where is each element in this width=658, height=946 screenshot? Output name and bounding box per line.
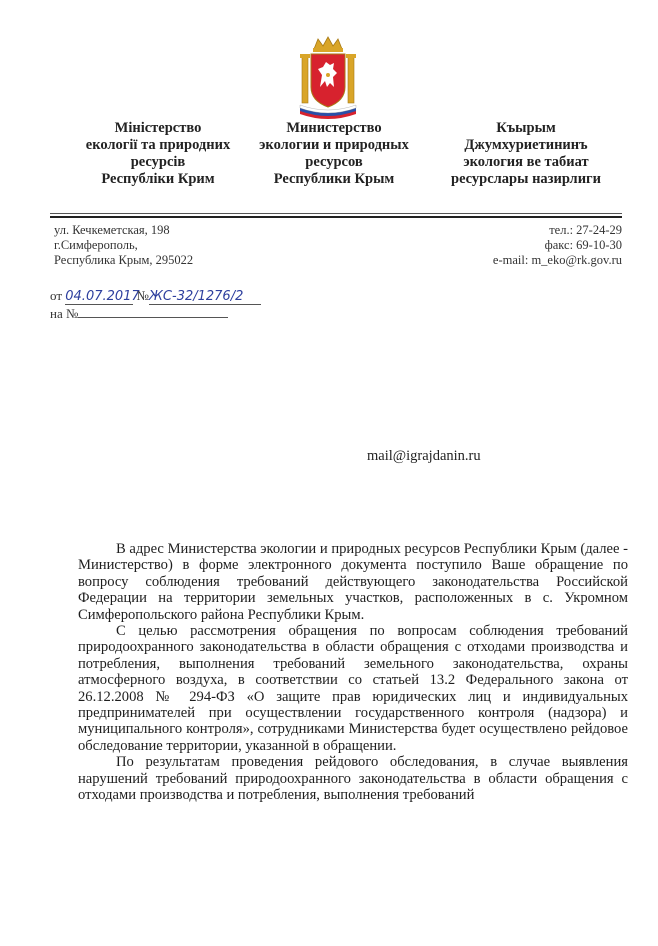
ministry-ua-line: екології та природних [85,137,231,153]
body-paragraph: С целью рассмотрения обращения по вопросам соблюдения требований природоохранного законодательства в области обращения с отходами производства и потребления, выполнения требований земельного законодательства, охраны атмосферного воздуха, в соответствии со статьей 13.2 Федерального закона от 26.12.2008 № 294-ФЗ «О защите прав юридических лиц и индивидуальных предпринимателей при осуществлении государственного контроля (надзора) и муниципального контроля», сотрудниками Министерства будет осуществлено рейдовое обследование территории, указанной в обращении. [78,623,628,754]
letter-body [78,541,628,804]
address-line: г.Симферополь, [54,238,138,252]
ministry-crh-line: Къырым [496,120,556,136]
from-label: от [50,288,63,303]
ministry-ua-line: ресурсів [130,154,186,170]
postal-address [54,223,193,268]
ministry-ru-line: экологии и природных [259,137,409,153]
coat-of-arms-emblem [296,35,360,121]
number-label: № [136,288,149,303]
ministry-crh-line: экология ве табиат [463,154,589,170]
ministry-ru-line: Министерство [286,120,382,136]
fax-line: факс: 69-10-30 [544,238,622,252]
header-divider-thin [50,213,622,214]
ministry-ua-line: Міністерство [114,120,202,136]
body-paragraph: В адрес Министерства экологии и природных ресурсов Республики Крым (далее - Министерство) в форме электронного документа поступило Ваше обращение по вопросу соблюдения требований действующего законодательства Российской Федерации на территории земельных участков, расположенных в с. Укромном Симферопольского района Республики Крым. [78,541,628,623]
ministry-crh-line: ресурслары назирлиги [451,171,601,187]
ministry-ua-line: Республіки Крим [101,171,215,187]
contact-info [493,223,622,268]
registration-number: ЖС-32/1276/2 [149,289,261,305]
reply-line [50,305,228,322]
address-line: Республика Крым, 295022 [54,253,194,267]
recipient-email: mail@igrajdanin.ru [367,448,481,464]
header-divider-thick [50,216,622,218]
ministry-title-crh [426,120,626,188]
address-line: ул. Кечкеметская, 198 [54,223,170,237]
email-line: e-mail: m_eko@rk.gov.ru [492,253,622,267]
reply-label: на № [50,306,79,321]
ministry-ru-line: Республики Крым [273,171,395,187]
registration-line [50,288,261,305]
body-paragraph: По результатам проведения рейдового обследования, в случае выявления нарушений требований природоохранного законодательства в области обращения с отходами производства и потребления, выполнения требований [78,754,628,804]
phone-line: тел.: 27-24-29 [549,223,622,237]
registration-date: 04.07.2017 [65,289,140,304]
ministry-title-ru [234,120,434,188]
ministry-title-ua [58,120,258,188]
ministry-crh-line: Джумхуриетининъ [464,137,588,153]
ministry-ru-line: ресурсов [305,154,363,170]
reply-number-blank [78,305,228,318]
